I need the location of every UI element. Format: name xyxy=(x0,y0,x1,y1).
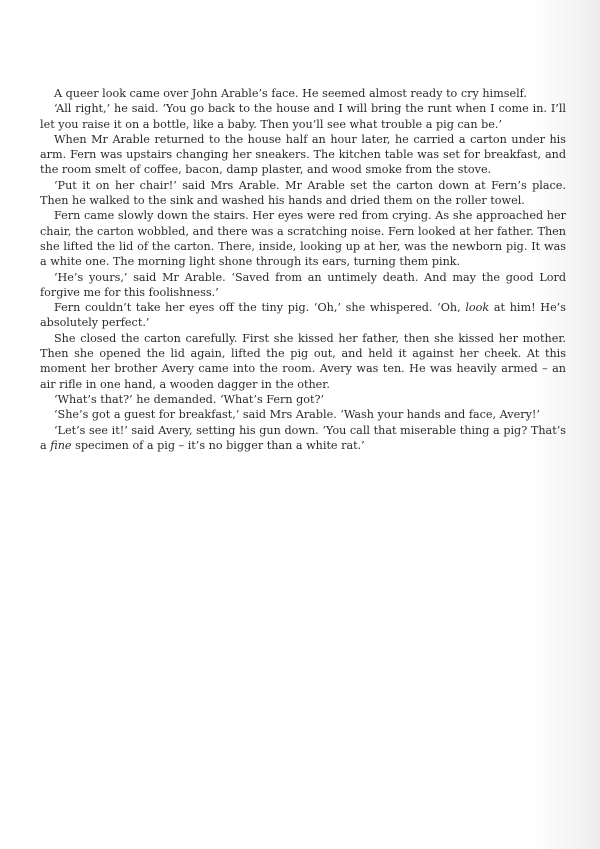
paragraph: ‘All right,’ he said. ‘You go back to the house and I will bring the runt when I come in. I’ll let you raise it on a bottle, like a baby. Then you’ll see what trouble a pig can be.’ xyxy=(40,102,566,131)
emphasis-text: look xyxy=(465,301,490,315)
paragraph: A queer look came over John Arable’s face. He seemed almost ready to cry himself. xyxy=(54,87,527,100)
paragraph: She closed the carton carefully. First she kissed her father, then she kissed her mother. Then she opened the lid again, lifted the pig out, and held it against her cheek. At this moment her brother Avery came into the room. Avery was ten. He was heavily armed – an air rifle in one hand, a wooden dagger in the other. xyxy=(40,331,566,391)
paragraph: When Mr Arable returned to the house half an hour later, he carried a carton under his arm. Fern was upstairs changing her sneakers. The kitchen table was set for breakfast, and the room smelt of coffee, bacon, damp plaster, and wood smoke from the stove. xyxy=(40,132,566,177)
paragraph: ‘Let’s see it!’ said Avery, setting his gun down. ‘You call that miserable thing a pig? That’s a fine specimen of a pig – it’s no bigger than a white rat.’ xyxy=(40,423,566,452)
paragraph: ‘What’s that?’ he demanded. ‘What’s Fern got?’ xyxy=(54,392,325,406)
paragraph: Fern came slowly down the stairs. Her eyes were red from crying. As she approached her chair, the carton wobbled, and there was a scratching noise. Fern looked at her father. Then she lifted the lid of the carton. There, inside, looking up at her, was the newborn pig. It was a white one. The morning light shone through its ears, turning them pink. xyxy=(40,209,566,269)
body-text xyxy=(40,86,566,453)
paragraph: Fern couldn’t take her eyes off the tiny pig. ‘Oh,’ she whispered. ‘Oh, look at him! He’s absolutely perfect.’ xyxy=(40,301,566,330)
paragraph: ‘She’s got a guest for breakfast,’ said Mrs Arable. ‘Wash your hands and face, Avery!’ xyxy=(54,408,540,422)
emphasis-text: fine xyxy=(50,438,72,452)
paragraph: ‘Put it on her chair!’ said Mrs Arable. Mr Arable set the carton down at Fern’s place. Then he walked to the sink and washed his hands and dried them on the roller towel. xyxy=(40,178,566,208)
paragraph: ‘He’s yours,’ said Mr Arable. ‘Saved from an untimely death. And may the good Lord forgive me for this foolishness.’ xyxy=(40,270,566,299)
